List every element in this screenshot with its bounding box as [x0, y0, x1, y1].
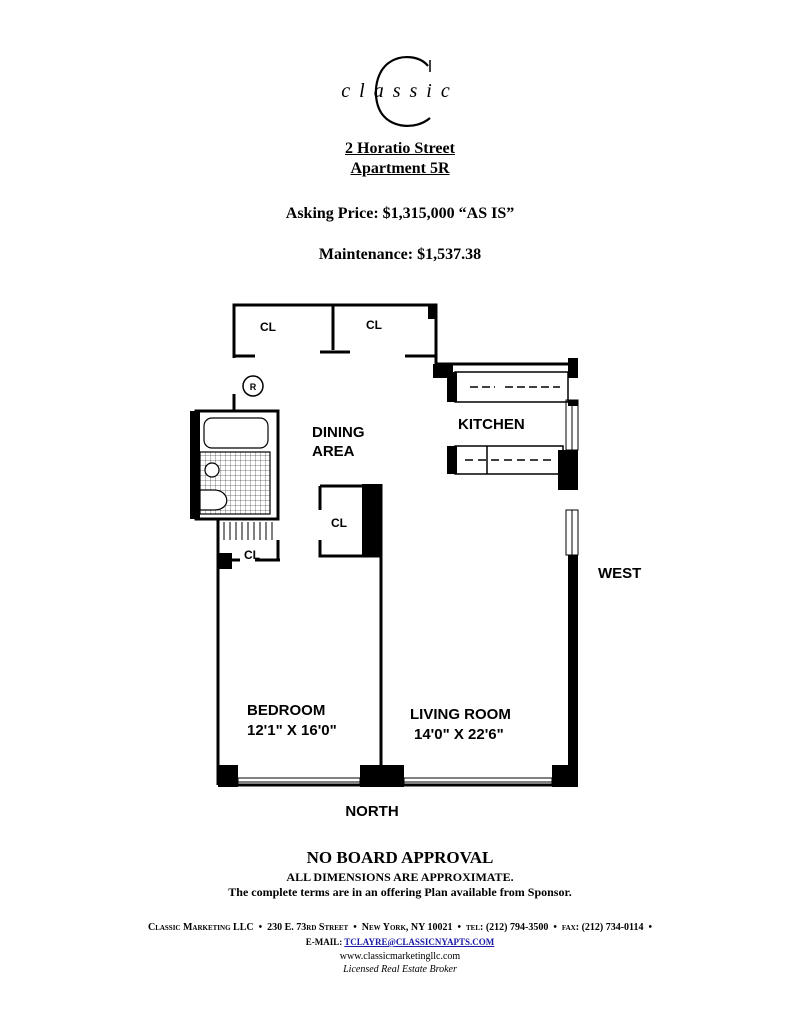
floor-plan — [0, 290, 800, 830]
bedroom-label: BEDROOM — [247, 702, 326, 719]
logo-wordmark: classic — [341, 80, 459, 102]
footer-city: New York, NY 10021 — [361, 922, 453, 933]
footer-tel: (212) 794-3500 — [485, 922, 549, 933]
toilet-icon — [200, 490, 227, 510]
footer-tel-label: tel: — [466, 922, 484, 933]
dining-label-line1: DINING — [312, 424, 365, 441]
footer-fax: (212) 734-0114 — [581, 922, 644, 933]
footer-broker: Licensed Real Estate Broker — [343, 964, 457, 975]
dimensions-disclaimer: ALL DIMENSIONS ARE APPROXIMATE. — [286, 870, 514, 884]
footer-email-line — [0, 937, 800, 947]
classic-logo — [330, 52, 470, 132]
compass-north: NORTH — [345, 803, 399, 820]
footer-email-link[interactable]: TCLAYRE@CLASSICNYAPTS.COM — [344, 937, 495, 947]
living-room-dimensions: 14'0" X 22'6" — [414, 726, 504, 743]
footer-fax-label: fax: — [561, 922, 580, 933]
compass-west: WEST — [598, 565, 642, 582]
kitchen-label: KITCHEN — [458, 416, 525, 433]
closet-label-2: CL — [366, 318, 382, 332]
terms-note: The complete terms are in an offering Plan available from Sponsor. — [228, 885, 572, 899]
closet-label-1: CL — [260, 320, 276, 334]
refrigerator-label: R — [249, 382, 257, 392]
sink-icon — [205, 463, 219, 477]
footer-website[interactable]: www.classicmarketingllc.com — [339, 951, 461, 962]
footer-company: Classic Marketing LLC — [147, 922, 254, 933]
address-apartment: Apartment 5R — [350, 160, 450, 177]
living-room-label: LIVING ROOM — [410, 706, 511, 723]
footer-address: 230 E. 73rd Street — [267, 922, 349, 933]
closet-label-3: CL — [331, 516, 347, 530]
footer-contact-line: Classic Marketing LLC • 230 E. 73rd Street • New York, NY 10021 • tel: (212) 794-3500 • fax: (212) 734-0114 • — [147, 922, 653, 933]
footer-email-label: E-MAIL: — [305, 937, 343, 947]
closet-label-4: CL — [244, 548, 260, 562]
address-street: 2 Horatio Street — [345, 140, 455, 157]
no-board-approval: NO BOARD APPROVAL — [306, 848, 494, 867]
bathtub-icon — [204, 418, 268, 448]
maintenance-fee: Maintenance: $1,537.38 — [318, 246, 482, 263]
asking-price: Asking Price: $1,315,000 “AS IS” — [285, 205, 515, 222]
dining-label-line2: AREA — [312, 443, 355, 460]
bedroom-dimensions: 12'1" X 16'0" — [247, 722, 337, 739]
